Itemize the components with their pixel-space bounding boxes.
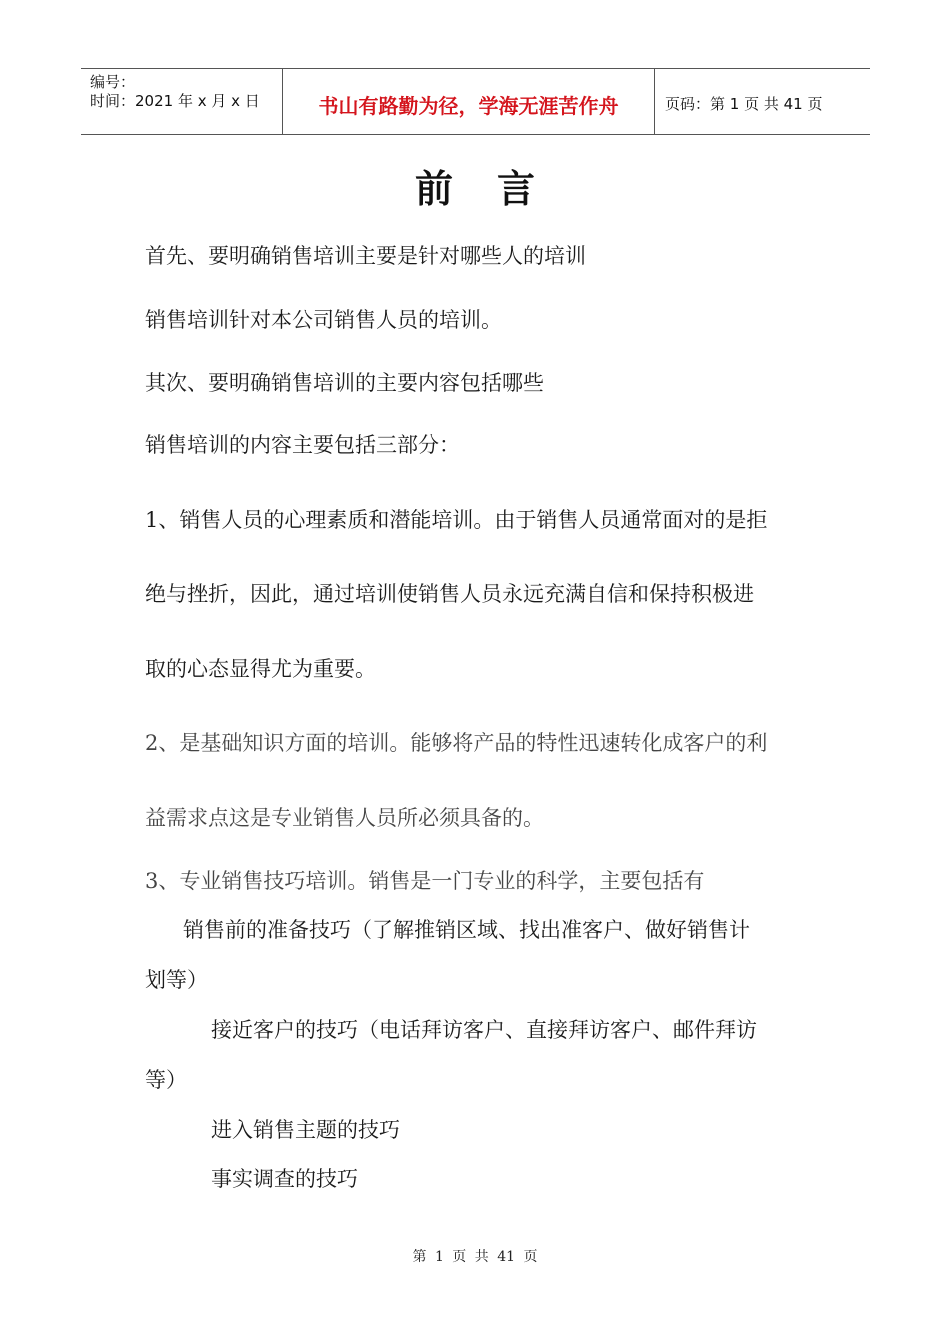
time-label: 时间：2021 年 x 月 x 日 [90,92,260,110]
paragraph-line: 销售培训的内容主要包括三部分： [145,433,460,457]
header-meta [81,69,283,134]
paragraph-line: 3、专业销售技巧培训。销售是一门专业的科学，主要包括有 [145,869,705,893]
page-footer: 第 1 页 共 41 页 [412,1249,538,1265]
paragraph-line: 益需求点这是专业销售人员所必须具备的。 [145,806,544,830]
paragraph-line: 首先、要明确销售培训主要是针对哪些人的培训 [145,244,586,268]
paragraph-line: 销售培训针对本公司销售人员的培训。 [145,308,502,332]
page-header [81,68,870,135]
paragraph-line: 绝与挫折，因此，通过培训使销售人员永远充满自信和保持积极进 [145,582,754,606]
paragraph-line: 其次、要明确销售培训的主要内容包括哪些 [145,371,544,395]
page-title: 前言 [414,167,579,211]
paragraph-line: 2、是基础知识方面的培训。能够将产品的特性迅速转化成客户的利 [145,731,768,755]
paragraph-line: 事实调查的技巧 [211,1167,358,1191]
paragraph-line: 划等） [145,968,208,992]
paragraph-line: 接近客户的技巧（电话拜访客户、直接拜访客户、邮件拜访 [211,1018,757,1042]
header-motto: 书山有路勤为径，学海无涯苦作舟 [283,69,655,134]
paragraph-line: 等） [145,1068,187,1092]
number-label: 编号： [90,73,136,91]
paragraph-line: 取的心态显得尤为重要。 [145,657,376,681]
paragraph-line: 销售前的准备技巧（了解推销区域、找出准客户、做好销售计 [183,918,750,942]
header-page-info: 页码：第 1 页 共 41 页 [665,95,823,113]
paragraph-line: 进入销售主题的技巧 [211,1118,400,1142]
paragraph-line: 1、销售人员的心理素质和潜能培训。由于销售人员通常面对的是拒 [145,508,768,532]
